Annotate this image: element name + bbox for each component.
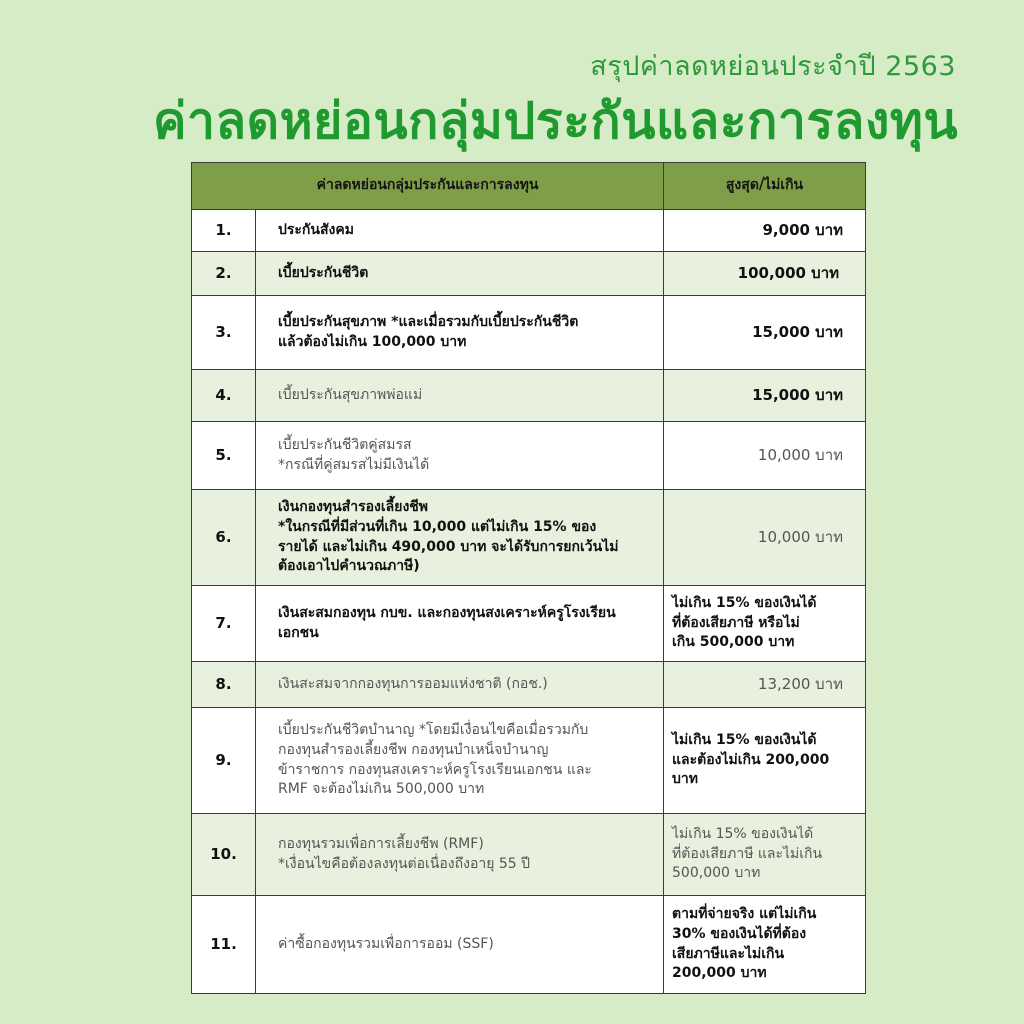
row-max-line: 200,000 บาท — [672, 965, 767, 982]
row-item-line: เบี้ยประกันสุขภาพ *และเมื่อรวมกับเบี้ยประกันชีวิต — [278, 313, 579, 330]
row-max-line: ที่ต้องเสียภาษี และไม่เกิน — [672, 845, 823, 862]
row-max-line: 100,000 บาท — [737, 263, 840, 282]
table-row — [192, 210, 866, 252]
row-max-line: 500,000 บาท — [672, 865, 761, 882]
table-row — [192, 422, 866, 490]
table-row — [192, 296, 866, 370]
row-item — [256, 896, 664, 994]
row-number: 2. — [192, 252, 256, 296]
row-max-line: 10,000 บาท — [757, 445, 844, 464]
row-max — [664, 814, 866, 896]
row-item-line: เอกชน — [278, 624, 319, 641]
row-item-line: *กรณีที่คู่สมรสไม่มีเงินได้ — [278, 456, 430, 473]
row-item-line: *ในกรณีที่มีส่วนที่เกิน 10,000 แต่ไม่เกิน 15% ของ — [278, 518, 597, 535]
row-max-line: 13,200 บาท — [757, 674, 844, 693]
row-item — [256, 708, 664, 814]
row-max-line: ไม่เกิน 15% ของเงินได้ — [672, 825, 814, 842]
table-row — [192, 586, 866, 662]
row-item-line: รายได้ และไม่เกิน 490,000 บาท จะได้รับการยกเว้นไม่ — [278, 538, 619, 555]
row-max — [664, 708, 866, 814]
row-item-line: เบี้ยประกันสุขภาพพ่อแม่ — [278, 386, 423, 403]
row-item-line: ค่าซื้อกองทุนรวมเพื่อการออม (SSF) — [278, 935, 494, 952]
row-max-line: บาท — [672, 771, 698, 788]
row-item-line: กองทุนรวมเพื่อการเลี้ยงชีพ (RMF) — [278, 835, 484, 852]
row-number: 10. — [192, 814, 256, 896]
row-item — [256, 422, 664, 490]
table-row — [192, 708, 866, 814]
column-header-max: สูงสุด/ไม่เกิน — [664, 163, 866, 210]
row-item-line: กองทุนสำรองเลี้ยงชีพ กองทุนบำเหน็จบำนาญ — [278, 741, 549, 758]
row-max-line: เสียภาษีและไม่เกิน — [672, 945, 785, 962]
row-max-line: ตามที่จ่ายจริง แต่ไม่เกิน — [672, 905, 817, 922]
row-item-line: เบี้ยประกันชีวิตบำนาญ *โดยมีเงื่อนไขคือเมื่อรวมกับ — [278, 721, 589, 738]
row-max-line: ไม่เกิน 15% ของเงินได้ — [672, 594, 817, 611]
table-body — [192, 210, 866, 994]
row-item — [256, 662, 664, 708]
row-max — [664, 490, 866, 586]
row-item-line: เงินสะสมกองทุน กบข. และกองทุนสงเคราะห์ครูโรงเรียน — [278, 604, 616, 621]
row-max-line: 10,000 บาท — [757, 527, 844, 546]
row-item — [256, 490, 664, 586]
row-max — [664, 662, 866, 708]
column-header-item: ค่าลดหย่อนกลุ่มประกันและการลงทุน — [192, 163, 664, 210]
row-max-line: ไม่เกิน 15% ของเงินได้ — [672, 731, 817, 748]
row-item-line: เงินกองทุนสำรองเลี้ยงชีพ — [278, 498, 429, 515]
row-item — [256, 814, 664, 896]
row-number: 5. — [192, 422, 256, 490]
row-max-line: 9,000 บาท — [762, 220, 844, 239]
table-header-row — [192, 163, 866, 210]
row-max-line: 15,000 บาท — [752, 385, 844, 404]
row-max — [664, 252, 866, 296]
row-number: 11. — [192, 896, 256, 994]
row-item — [256, 296, 664, 370]
row-item-line: ประกันสังคม — [278, 221, 354, 238]
row-item — [256, 252, 664, 296]
row-max-line: และต้องไม่เกิน 200,000 — [672, 751, 830, 768]
row-number: 6. — [192, 490, 256, 586]
table-row — [192, 814, 866, 896]
table-row — [192, 662, 866, 708]
row-number: 7. — [192, 586, 256, 662]
row-max-line: 15,000 บาท — [752, 322, 844, 341]
deduction-table — [191, 162, 866, 994]
row-number: 3. — [192, 296, 256, 370]
row-max — [664, 896, 866, 994]
row-item-line: ต้องเอาไปคำนวณภาษี) — [278, 558, 420, 575]
row-item-line: เงินสะสมจากกองทุนการออมแห่งชาติ (กอช.) — [278, 675, 548, 692]
row-item-line: ข้าราชการ กองทุนสงเคราะห์ครูโรงเรียนเอกชน และ — [278, 761, 592, 778]
row-item — [256, 210, 664, 252]
row-max — [664, 210, 866, 252]
table-row — [192, 896, 866, 994]
row-number: 4. — [192, 370, 256, 422]
page-subtitle: สรุปค่าลดหย่อนประจำปี 2563 — [590, 51, 956, 82]
row-item-line: แล้วต้องไม่เกิน 100,000 บาท — [278, 333, 467, 350]
table-row — [192, 370, 866, 422]
row-item-line: RMF จะต้องไม่เกิน 500,000 บาท — [278, 781, 485, 798]
row-max — [664, 370, 866, 422]
row-max-line: 30% ของเงินได้ที่ต้อง — [672, 925, 807, 942]
row-max-line: เกิน 500,000 บาท — [672, 634, 795, 651]
row-item-line: เบี้ยประกันชีวิต — [278, 264, 369, 281]
row-item — [256, 370, 664, 422]
row-item — [256, 586, 664, 662]
row-max — [664, 586, 866, 662]
row-max-line: ที่ต้องเสียภาษี หรือไม่ — [672, 614, 800, 631]
table-row — [192, 490, 866, 586]
row-max — [664, 422, 866, 490]
row-item-line: *เงื่อนไขคือต้องลงทุนต่อเนื่องถึงอายุ 55 ปี — [278, 855, 531, 872]
table-row — [192, 252, 866, 296]
row-item-line: เบี้ยประกันชีวิตคู่สมรส — [278, 436, 412, 453]
row-max — [664, 296, 866, 370]
row-number: 1. — [192, 210, 256, 252]
page-title: ค่าลดหย่อนกลุ่มประกันและการลงทุน — [153, 92, 958, 150]
row-number: 9. — [192, 708, 256, 814]
row-number: 8. — [192, 662, 256, 708]
